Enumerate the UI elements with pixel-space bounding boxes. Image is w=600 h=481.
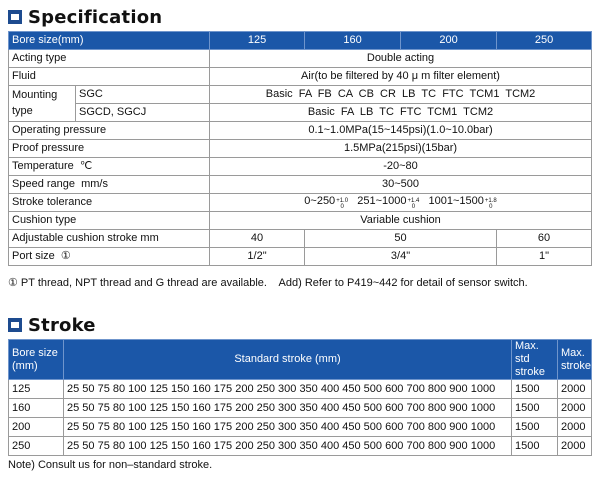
mounting-sgc-row: [9, 86, 592, 104]
stroke-table: [8, 339, 592, 456]
acting-type-value: Double acting: [210, 50, 592, 68]
temperature-row: [9, 158, 592, 176]
stroke-values-cell: 25 50 75 80 100 125 150 160 175 200 250 300 350 400 450 500 600 700 800 900 1000: [64, 418, 512, 437]
tolerance-lower-2: 0: [411, 204, 416, 210]
stroke-row-250: [9, 437, 592, 456]
stroke-bore-cell: 125: [9, 380, 64, 399]
port-size-160-200: 3/4": [305, 248, 497, 266]
tolerance-range-2: 251~1000: [357, 195, 407, 207]
spec-header-row: [9, 32, 592, 50]
section-bullet-icon: [8, 10, 22, 24]
operating-pressure-value: 0.1~1.0MPa(15~145psi)(1.0~10.0bar): [210, 122, 592, 140]
tolerance-upper-2: +1.4: [407, 198, 420, 204]
operating-pressure-label: Operating pressure: [9, 122, 210, 140]
stroke-tolerance-label: Stroke tolerance: [9, 194, 210, 212]
adjustable-cushion-row: [9, 230, 592, 248]
port-size-250: 1": [497, 248, 592, 266]
sgc-label: SGC: [76, 86, 210, 104]
stroke-tolerance-row: [9, 194, 592, 212]
specification-heading: [8, 6, 162, 28]
max-std-stroke-cell: 1500: [512, 418, 558, 437]
bore-250-header: 250: [497, 32, 592, 50]
max-stroke-cell: 2000: [558, 418, 592, 437]
fluid-row: [9, 68, 592, 86]
cushion-type-value: Variable cushion: [210, 212, 592, 230]
sgcd-mounting-value: Basic FA LB TC FTC TCM1 TCM2: [210, 104, 592, 122]
max-std-stroke-cell: 1500: [512, 399, 558, 418]
stroke-tolerance-value: [210, 194, 592, 212]
mounting-label-line2: type: [12, 105, 33, 117]
cushion-type-label: Cushion type: [9, 212, 210, 230]
stroke-values-cell: 25 50 75 80 100 125 150 160 175 200 250 300 350 400 450 500 600 700 800 900 1000: [64, 380, 512, 399]
stroke-row-160: [9, 399, 592, 418]
bore-200-header: 200: [401, 32, 497, 50]
speed-range-value: 30~500: [210, 176, 592, 194]
port-size-125: 1/2": [210, 248, 305, 266]
tolerance-upper-3: +1.8: [484, 198, 497, 204]
stroke-title: Stroke: [28, 314, 96, 336]
bore-160-header: 160: [305, 32, 401, 50]
speed-range-row: [9, 176, 592, 194]
specification-table: [8, 31, 592, 266]
acting-type-label: Acting type: [9, 50, 210, 68]
fluid-value: Air(to be filtered by 40 μ m filter element): [210, 68, 592, 86]
stroke-row-125: [9, 380, 592, 399]
max-stroke-cell: 2000: [558, 380, 592, 399]
stroke-bore-header: Bore size (mm): [9, 340, 64, 380]
cushion-type-row: [9, 212, 592, 230]
tolerance-lower-1: 0: [340, 204, 344, 210]
mounting-type-label: [9, 86, 76, 122]
adjustable-cushion-label: Adjustable cushion stroke mm: [9, 230, 210, 248]
sgc-mounting-value: Basic FA FB CA CB CR LB TC FTC TCM1 TCM2: [210, 86, 592, 104]
stroke-values-cell: 25 50 75 80 100 125 150 160 175 200 250 300 350 400 450 500 600 700 800 900 1000: [64, 437, 512, 456]
sgcd-label: SGCD, SGCJ: [76, 104, 210, 122]
max-stroke-header: Max. stroke: [558, 340, 592, 380]
specification-title: Specification: [28, 6, 163, 28]
stroke-bore-cell: 250: [9, 437, 64, 456]
stroke-bore-cell: 200: [9, 418, 64, 437]
max-stroke-cell: 2000: [558, 437, 592, 456]
operating-pressure-row: [9, 122, 592, 140]
temperature-label: Temperature ℃: [9, 158, 210, 176]
speed-range-label: Speed range mm/s: [9, 176, 210, 194]
stroke-note: Note) Consult us for non–standard stroke.: [8, 459, 213, 471]
section-bullet-icon: [8, 318, 22, 332]
tolerance-range-1: 0~250: [304, 195, 336, 207]
mounting-sgcd-row: [9, 104, 592, 122]
max-stroke-cell: 2000: [558, 399, 592, 418]
temperature-value: -20~80: [210, 158, 592, 176]
mounting-label-line1: Mounting: [12, 89, 58, 101]
tolerance-range-3: 1001~1500: [428, 195, 484, 207]
standard-stroke-header: Standard stroke (mm): [64, 340, 512, 380]
stroke-row-200: [9, 418, 592, 437]
proof-pressure-value: 1.5MPa(215psi)(15bar): [210, 140, 592, 158]
tolerance-lower-3: 0: [489, 204, 493, 210]
bore-125-header: 125: [210, 32, 305, 50]
specification-footnote: ① PT thread, NPT thread and G thread are available. Add) Refer to P419~442 for detail of sensor switch.: [8, 277, 528, 289]
stroke-values-cell: 25 50 75 80 100 125 150 160 175 200 250 300 350 400 450 500 600 700 800 900 1000: [64, 399, 512, 418]
adjustable-cushion-250: 60: [497, 230, 592, 248]
adjustable-cushion-160-200: 50: [305, 230, 497, 248]
max-std-stroke-cell: 1500: [512, 380, 558, 399]
adjustable-cushion-125: 40: [210, 230, 305, 248]
bore-size-header: Bore size(mm): [9, 32, 210, 50]
max-std-stroke-header: Max. std stroke: [512, 340, 558, 380]
stroke-bore-cell: 160: [9, 399, 64, 418]
acting-type-row: [9, 50, 592, 68]
fluid-label: Fluid: [9, 68, 210, 86]
max-std-stroke-cell: 1500: [512, 437, 558, 456]
tolerance-upper-1: +1.0: [336, 198, 349, 204]
stroke-header-row: [9, 340, 592, 380]
port-size-label: Port size ①: [9, 248, 210, 266]
port-size-row: [9, 248, 592, 266]
stroke-heading: [8, 314, 96, 336]
proof-pressure-row: [9, 140, 592, 158]
proof-pressure-label: Proof pressure: [9, 140, 210, 158]
